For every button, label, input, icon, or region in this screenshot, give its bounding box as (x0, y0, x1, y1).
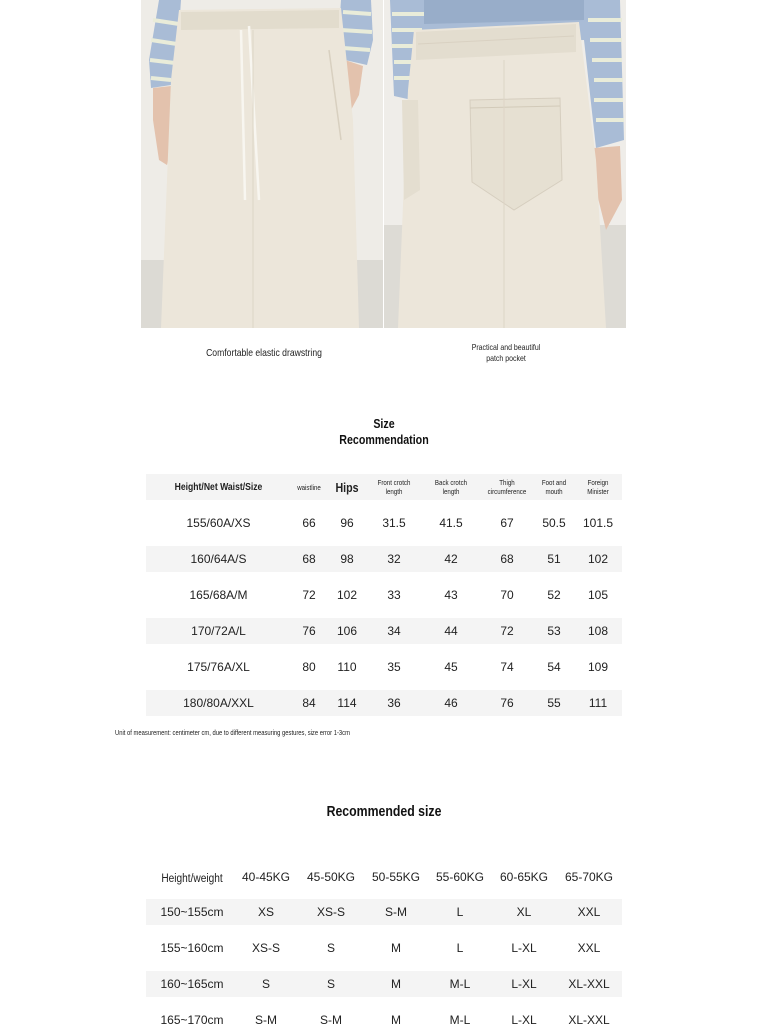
table-row (146, 899, 622, 925)
cell-foot-mouth: 52 (547, 588, 561, 602)
cell-size: S (261, 977, 270, 991)
header-thigh-1: Thigh (499, 478, 515, 487)
header-foreign-minister (580, 474, 616, 500)
header-weight-range: 60-65KG (499, 870, 549, 884)
header-back-crotch-2: length (442, 487, 460, 496)
cell-size: M (391, 1013, 401, 1027)
cell-size: L-XL (511, 941, 537, 955)
cell-waistline: 76 (302, 624, 316, 638)
header-weight-range: 65-70KG (564, 870, 614, 884)
cell-size: XXL (577, 905, 601, 919)
table-row (146, 582, 622, 608)
cell-height: 155~160cm (160, 941, 224, 955)
table-row (146, 546, 622, 572)
cell-size: S (326, 977, 335, 991)
cell-size: 175/76A/XL (187, 660, 250, 674)
cell-size: XL-XXL (568, 1013, 610, 1027)
cell-back-crotch: 44 (444, 624, 458, 638)
cell-foreign: 108 (587, 624, 609, 638)
cell-hips: 96 (340, 516, 354, 530)
cell-height: 150~155cm (160, 905, 224, 919)
size-chart-header (146, 474, 622, 500)
cell-waistline: 66 (302, 516, 316, 530)
product-photo-front (141, 0, 383, 328)
cell-size: XS-S (251, 941, 280, 955)
table-row (146, 971, 622, 997)
cell-thigh: 74 (500, 660, 514, 674)
measurement-note: Unit of measurement: centimeter cm, due to different measuring gestures, size error 1-3cm (115, 728, 350, 737)
table-row (146, 618, 622, 644)
cell-hips: 106 (336, 624, 358, 638)
header-foot-2: mouth (545, 487, 563, 496)
cell-size: L (456, 905, 464, 919)
table-row (146, 690, 622, 716)
header-front-crotch-1: Front crotch (377, 478, 411, 487)
cell-size: 165/68A/M (189, 588, 248, 602)
header-front-crotch-2: length (385, 487, 403, 496)
cell-foot-mouth: 51 (547, 552, 561, 566)
cell-waistline: 68 (302, 552, 316, 566)
cell-foot-mouth: 54 (547, 660, 561, 674)
cell-foreign: 101.5 (582, 516, 614, 530)
cell-thigh: 67 (500, 516, 514, 530)
header-weight-range: 55-60KG (435, 870, 485, 884)
cell-size: XL (516, 905, 532, 919)
cell-foreign: 102 (587, 552, 609, 566)
cell-height: 165~170cm (160, 1013, 224, 1027)
table-row (146, 1007, 622, 1033)
cell-size: 170/72A/L (191, 624, 246, 638)
cell-hips: 110 (337, 660, 357, 674)
cell-foot-mouth: 50.5 (542, 516, 566, 530)
cell-thigh: 72 (500, 624, 514, 638)
table-row (146, 935, 622, 961)
size-recommendation-title (69, 416, 699, 448)
header-foot-1: Foot and (541, 478, 567, 487)
header-front-crotch (373, 474, 416, 500)
pocket-caption-line1: Practical and beautiful (471, 342, 541, 352)
cell-size: S-M (385, 905, 407, 919)
cell-back-crotch: 42 (444, 552, 458, 566)
cell-waistline: 80 (302, 660, 316, 674)
cell-hips: 114 (337, 696, 357, 710)
cell-size: XL-XXL (568, 977, 610, 991)
cell-size: XXL (577, 941, 601, 955)
cell-hips: 102 (336, 588, 358, 602)
recommended-size-title: Recommended size (326, 803, 442, 820)
cell-size: 160/64A/S (190, 552, 247, 566)
recommend-header (146, 864, 622, 890)
cell-size: M-L (449, 977, 471, 991)
cell-back-crotch: 43 (444, 588, 458, 602)
header-height-weight: Height/weight (161, 873, 223, 885)
cell-size: M (391, 977, 401, 991)
cell-front-crotch: 33 (387, 588, 401, 602)
header-thigh (486, 474, 529, 500)
cell-size: S-M (320, 1013, 342, 1027)
cell-back-crotch: 45 (444, 660, 458, 674)
cell-front-crotch: 34 (387, 624, 401, 638)
cell-foot-mouth: 55 (547, 696, 561, 710)
header-foot-mouth (539, 474, 569, 500)
size-title-line2: Recommendation (339, 432, 429, 447)
cell-thigh: 70 (500, 588, 514, 602)
header-weight-range: 50-55KG (371, 870, 421, 884)
header-weight-range: 45-50KG (306, 870, 356, 884)
cell-size: M (391, 941, 401, 955)
cell-size: L-XL (511, 1013, 537, 1027)
pocket-caption (457, 342, 555, 364)
drawstring-caption: Comfortable elastic drawstring (206, 347, 322, 359)
header-foreign-2: Minister (587, 487, 609, 496)
header-foreign-1: Foreign (587, 478, 609, 487)
table-row (146, 654, 622, 680)
cell-size: S (326, 941, 335, 955)
cell-size: 180/80A/XXL (183, 696, 254, 710)
cell-foot-mouth: 53 (547, 624, 561, 638)
cell-front-crotch: 36 (387, 696, 401, 710)
size-title-line1: Size (373, 416, 395, 431)
cell-size: L (456, 941, 464, 955)
header-hips: Hips (335, 479, 359, 495)
cell-size: L-XL (511, 977, 537, 991)
cell-foreign: 111 (588, 696, 608, 710)
cell-waistline: 84 (302, 696, 316, 710)
cell-front-crotch: 35 (387, 660, 401, 674)
cell-back-crotch: 41.5 (439, 516, 463, 530)
header-thigh-2: circumference (487, 487, 527, 496)
cell-thigh: 68 (500, 552, 514, 566)
cell-size: XS-S (316, 905, 345, 919)
header-weight-range: 40-45KG (241, 870, 291, 884)
cell-height: 160~165cm (160, 977, 224, 991)
cell-size: S-M (255, 1013, 277, 1027)
cell-foreign: 105 (587, 588, 609, 602)
header-size: Height/Net Waist/Size (174, 480, 263, 493)
cell-size: XS (257, 905, 274, 919)
header-back-crotch (430, 474, 473, 500)
cell-front-crotch: 31.5 (382, 516, 406, 530)
table-row (146, 510, 622, 536)
cell-waistline: 72 (302, 588, 316, 602)
pocket-caption-line2: patch pocket (486, 353, 526, 363)
cell-back-crotch: 46 (444, 696, 458, 710)
header-waistline: waistline (297, 482, 321, 492)
cell-front-crotch: 32 (387, 552, 401, 566)
cell-hips: 98 (340, 552, 354, 566)
product-photo-back (384, 0, 626, 328)
cell-thigh: 76 (500, 696, 514, 710)
cell-foreign: 109 (587, 660, 609, 674)
cell-size: M-L (449, 1013, 471, 1027)
header-back-crotch-1: Back crotch (434, 478, 468, 487)
cell-size: 155/60A/XS (186, 516, 251, 530)
